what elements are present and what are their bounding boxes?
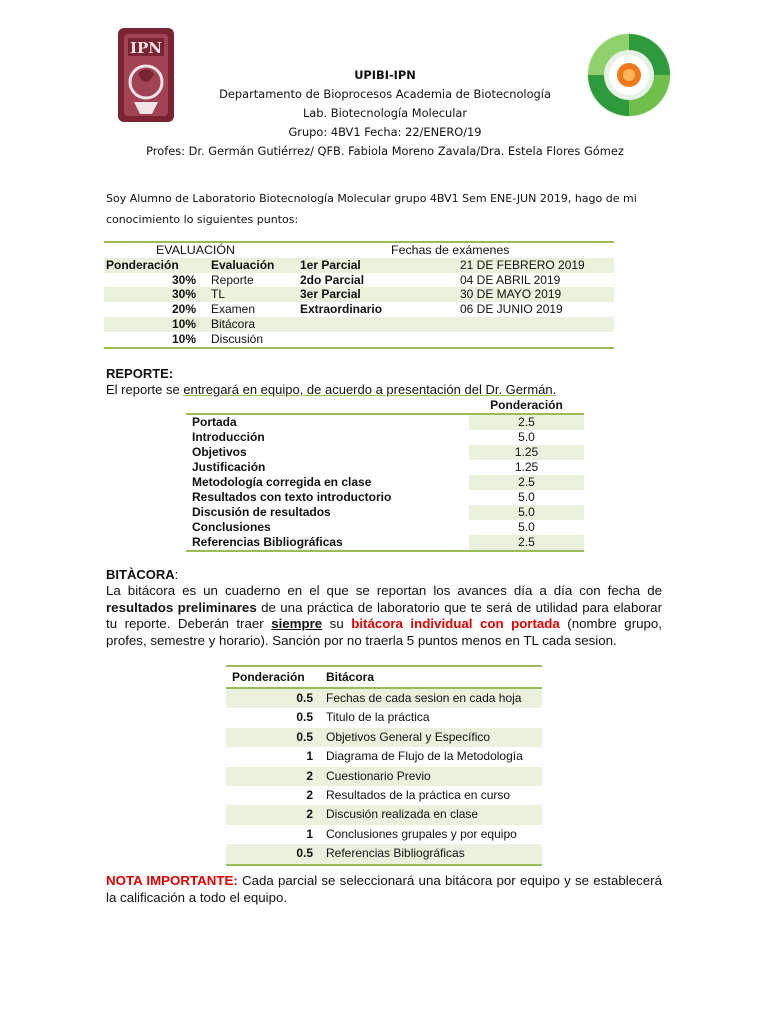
col-parcial: 1er Parcial <box>300 257 361 272</box>
bitacora-title-colon: : <box>174 567 179 582</box>
lab-line: Lab. Biotecnología Molecular <box>302 106 468 120</box>
col-ponderacion: Ponderación <box>232 670 305 684</box>
table-row <box>186 505 584 520</box>
intro-line-1: Soy Alumno de Laboratorio Biotecnología Molecular grupo 4BV1 Sem ENE-JUN 2019, hago de mi <box>106 192 637 205</box>
pond-cell: 2 <box>306 768 313 783</box>
reporte-text <box>106 381 556 398</box>
pond-cell: 0.5 <box>296 846 313 861</box>
item-cell: Conclusiones grupales y por equipo <box>326 826 517 841</box>
logo-left-text: IPN <box>129 39 163 57</box>
table-row <box>226 844 542 863</box>
intro-line-2: conocimiento lo siguientes puntos: <box>106 213 299 226</box>
table-header-row <box>104 243 614 258</box>
note-label: NOTA IMPORTANTE: <box>106 873 238 888</box>
row-value: 5.0 <box>469 505 584 520</box>
parcial-cell: 2do Parcial <box>300 272 365 287</box>
exam-dates-header: Fechas de exámenes <box>391 243 510 257</box>
professors-line: Profes: Dr. Germán Gutiérrez/ QFB. Fabiola Moreno Zavala/Dra. Estela Flores Gómez <box>146 144 624 158</box>
fecha-cell: 04 DE ABRIL 2019 <box>460 272 561 287</box>
intro-paragraph <box>106 188 666 230</box>
table-rule <box>226 864 542 866</box>
note-text: Cada parcial se seleccionará una bitácora por equipo y se establecerá la calificación a todo el equipo. <box>106 873 662 905</box>
row-value: 2.5 <box>469 475 584 490</box>
pond-cell: 30% <box>171 272 196 287</box>
table-row <box>104 317 614 332</box>
table-row <box>104 332 614 347</box>
row-label: Justificación <box>192 460 266 474</box>
group-date-line: Grupo: 4BV1 Fecha: 22/ENERO/19 <box>288 125 482 139</box>
important-note <box>106 872 662 906</box>
bitacora-text-red: bitácora individual con portada <box>351 616 560 631</box>
pond-cell: 1 <box>306 826 313 841</box>
table-row <box>186 520 584 535</box>
table-row <box>226 825 542 844</box>
bitacora-text-5: su <box>322 616 352 631</box>
row-value: 1.25 <box>469 445 584 460</box>
bitacora-paragraph <box>106 583 662 649</box>
item-cell: Resultados de la práctica en curso <box>326 787 511 802</box>
table-row <box>104 302 614 317</box>
table-row <box>186 535 584 550</box>
reporte-table <box>186 397 584 552</box>
table-row <box>186 490 584 505</box>
row-value: 5.0 <box>518 520 535 534</box>
parcial-cell: 3er Parcial <box>300 287 361 302</box>
parcial-cell: Extraordinario <box>300 302 383 317</box>
col-evaluacion: Evaluación <box>211 257 275 272</box>
bitacora-table <box>226 665 542 866</box>
table-row <box>104 258 614 273</box>
col-bitacora: Bitácora <box>326 670 375 684</box>
item-cell: Diagrama de Flujo de la Metodología <box>326 749 523 764</box>
table-header-row <box>186 397 584 413</box>
row-label: Referencias Bibliográficas <box>192 535 343 549</box>
pond-cell: 0.5 <box>296 710 313 725</box>
row-label: Objetivos <box>192 445 247 459</box>
pond-cell: 20% <box>171 302 196 317</box>
table-row <box>226 747 542 766</box>
table-row <box>104 287 614 302</box>
item-cell: Fechas de cada sesion en cada hoja <box>326 691 522 705</box>
table-row <box>186 445 584 460</box>
reporte-text-a: El reporte se <box>106 382 184 397</box>
row-value: 2.5 <box>469 535 584 550</box>
bitacora-text-bold: resultados preliminares <box>106 599 257 615</box>
table-row <box>226 786 542 805</box>
evaluation-header: EVALUACIÓN <box>156 243 235 257</box>
ponderacion-header: Ponderación <box>490 398 563 412</box>
evaluation-table <box>104 241 614 349</box>
row-value: 5.0 <box>518 490 535 504</box>
table-row <box>226 708 542 727</box>
table-header-row <box>226 667 542 687</box>
reporte-title: REPORTE: <box>106 366 174 381</box>
bitacora-title-text: BITÀCORA <box>106 567 175 582</box>
bitacora-text-7: (nombre grupo, profes, semestre y horario). Sanción por no traerla 5 puntos menos en TL cada sesion. <box>106 616 663 648</box>
row-value: 5.0 <box>518 430 535 444</box>
table-row <box>226 728 542 747</box>
table-row <box>186 475 584 490</box>
pond-cell: 0.5 <box>296 691 313 705</box>
table-row <box>186 415 584 430</box>
item-cell: Referencias Bibliográficas <box>326 846 465 861</box>
row-label: Discusión de resultados <box>192 505 331 519</box>
row-label: Resultados con texto introductorio <box>192 490 392 504</box>
document-header <box>140 66 630 161</box>
bitacora-text-3: de una práctica de laboratorio que te será de utilidad para elaborar tu reporte. Deberán traer <box>106 599 662 631</box>
table-row <box>226 767 542 786</box>
pond-cell: 10% <box>171 331 196 346</box>
pond-cell: 10% <box>171 316 196 331</box>
row-value: 1.25 <box>514 460 539 474</box>
table-row <box>104 273 614 288</box>
table-rule <box>104 347 614 349</box>
col-ponderacion: Ponderación <box>106 257 179 272</box>
institution-name: UPIBI-IPN <box>354 68 416 82</box>
eval-cell: Bitácora <box>211 316 256 331</box>
row-label: Introducción <box>192 430 265 444</box>
fecha-cell: 30 DE MAYO 2019 <box>460 287 562 302</box>
pond-cell: 2 <box>306 787 313 802</box>
eval-cell: TL <box>211 287 226 302</box>
row-label: Portada <box>192 415 237 429</box>
eval-cell: Examen <box>211 302 256 317</box>
row-value: 2.5 <box>469 415 584 430</box>
item-cell: Titulo de la práctica <box>326 710 430 725</box>
eval-cell: Reporte <box>211 272 254 287</box>
fecha-cell: 06 DE JUNIO 2019 <box>460 302 563 317</box>
table-rule <box>186 550 584 552</box>
item-cell: Objetivos General y Específico <box>326 729 491 744</box>
col-fecha: 21 DE FEBRERO 2019 <box>460 257 585 272</box>
pond-cell: 2 <box>306 807 313 822</box>
pond-cell: 30% <box>171 287 196 302</box>
pond-cell: 1 <box>306 749 313 764</box>
row-label: Conclusiones <box>192 520 271 534</box>
table-row <box>186 460 584 475</box>
row-label: Metodología corregida en clase <box>192 475 372 489</box>
item-cell: Cuestionario Previo <box>326 768 431 783</box>
bitacora-title <box>106 567 178 582</box>
table-row <box>186 430 584 445</box>
eval-cell: Discusión <box>211 331 264 346</box>
item-cell: Discusión realizada en clase <box>326 807 479 822</box>
pond-cell: 0.5 <box>296 729 313 744</box>
bitacora-text-1: La bitácora es un cuaderno en el que se reportan los avances día a día con fecha de <box>106 583 662 598</box>
table-row <box>226 689 542 708</box>
reporte-text-b: entregará en equipo, de acuerdo a presentación del Dr. Germán. <box>183 382 557 397</box>
table-row <box>226 805 542 824</box>
bitacora-text-siempre: siempre <box>271 616 323 631</box>
department-line: Departamento de Bioprocesos Academia de Biotecnología <box>219 87 551 101</box>
